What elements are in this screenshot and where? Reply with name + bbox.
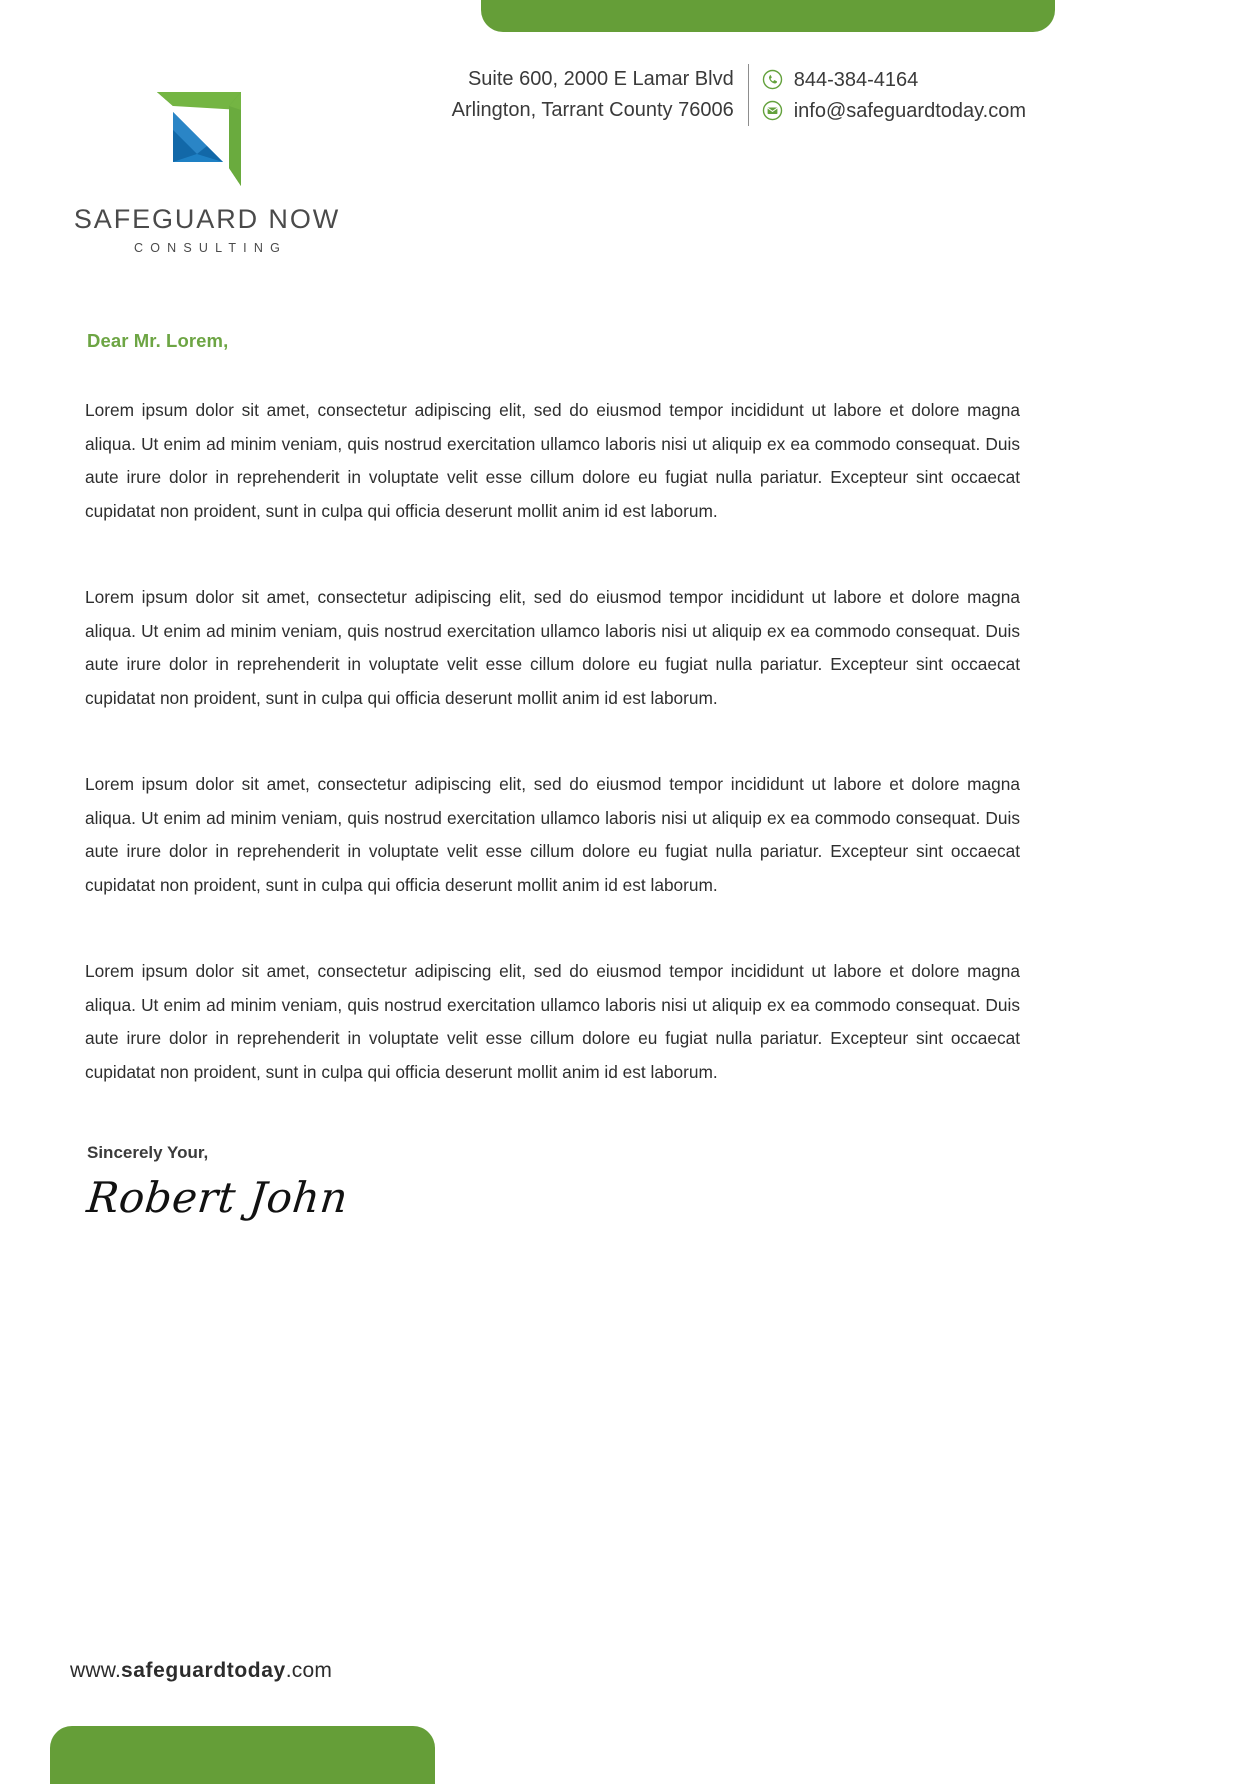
email-address: info@safeguardtoday.com	[793, 99, 1026, 122]
signature: Robert John	[84, 1173, 351, 1222]
closing-block	[85, 1143, 1020, 1228]
letterhead-header	[0, 0, 1240, 290]
company-tagline: CONSULTING	[133, 241, 288, 255]
email-contact-row[interactable]	[762, 95, 1026, 126]
phone-contact-row[interactable]	[762, 64, 1026, 95]
body-paragraph: Lorem ipsum dolor sit amet, consectetur adipiscing elit, sed do eiusmod tempor incididunt ut labore et dolore magna aliqua. Ut enim ad minim veniam, quis nostrud exercitation ullamco laboris nisi ut aliquip ex ea commodo consequat. Duis aute irure dolor in reprehenderit in voluptate velit esse cillum dolore eu fugiat nulla pariatur. Excepteur sint occaecat cupidatat non proident, sunt in culpa qui officia deserunt mollit anim id est laborum.	[85, 774, 1020, 895]
website-prefix: www.	[70, 1659, 121, 1682]
address-column	[452, 64, 749, 126]
website-url[interactable]	[70, 1659, 332, 1683]
contact-channel-column	[749, 64, 1026, 126]
safeguard-arrow-logo-icon	[155, 88, 259, 192]
body-paragraph: Lorem ipsum dolor sit amet, consectetur adipiscing elit, sed do eiusmod tempor incididunt ut labore et dolore magna aliqua. Ut enim ad minim veniam, quis nostrud exercitation ullamco laboris nisi ut aliquip ex ea commodo consequat. Duis aute irure dolor in reprehenderit in voluptate velit esse cillum dolore eu fugiat nulla pariatur. Excepteur sint occaecat cupidatat non proident, sunt in culpa qui officia deserunt mollit anim id est laborum.	[85, 587, 1020, 708]
letter-body	[85, 330, 1020, 1228]
bottom-green-accent-bar	[50, 1726, 435, 1784]
address-line-2: Arlington, Tarrant County 76006	[451, 99, 734, 121]
website-tld: .com	[285, 1659, 333, 1682]
company-logo-block	[62, 88, 352, 255]
body-paragraph: Lorem ipsum dolor sit amet, consectetur adipiscing elit, sed do eiusmod tempor incididunt ut labore et dolore magna aliqua. Ut enim ad minim veniam, quis nostrud exercitation ullamco laboris nisi ut aliquip ex ea commodo consequat. Duis aute irure dolor in reprehenderit in voluptate velit esse cillum dolore eu fugiat nulla pariatur. Excepteur sint occaecat cupidatat non proident, sunt in culpa qui officia deserunt mollit anim id est laborum.	[85, 400, 1020, 521]
body-paragraph: Lorem ipsum dolor sit amet, consectetur adipiscing elit, sed do eiusmod tempor incididunt ut labore et dolore magna aliqua. Ut enim ad minim veniam, quis nostrud exercitation ullamco laboris nisi ut aliquip ex ea commodo consequat. Duis aute irure dolor in reprehenderit in voluptate velit esse cillum dolore eu fugiat nulla pariatur. Excepteur sint occaecat cupidatat non proident, sunt in culpa qui officia deserunt mollit anim id est laborum.	[85, 961, 1020, 1082]
salutation: Dear Mr. Lorem,	[87, 330, 229, 351]
website-domain: safeguardtoday	[120, 1659, 286, 1682]
email-circle-icon	[762, 100, 783, 121]
letterhead-footer	[70, 1659, 332, 1683]
phone-circle-icon	[762, 69, 783, 90]
contact-info-block	[452, 64, 1026, 126]
phone-number: 844-384-4164	[793, 68, 919, 91]
closing-salutation: Sincerely Your,	[87, 1143, 209, 1162]
company-name: SAFEGUARD NOW	[73, 204, 341, 234]
address-line-1: Suite 600, 2000 E Lamar Blvd	[467, 68, 734, 90]
